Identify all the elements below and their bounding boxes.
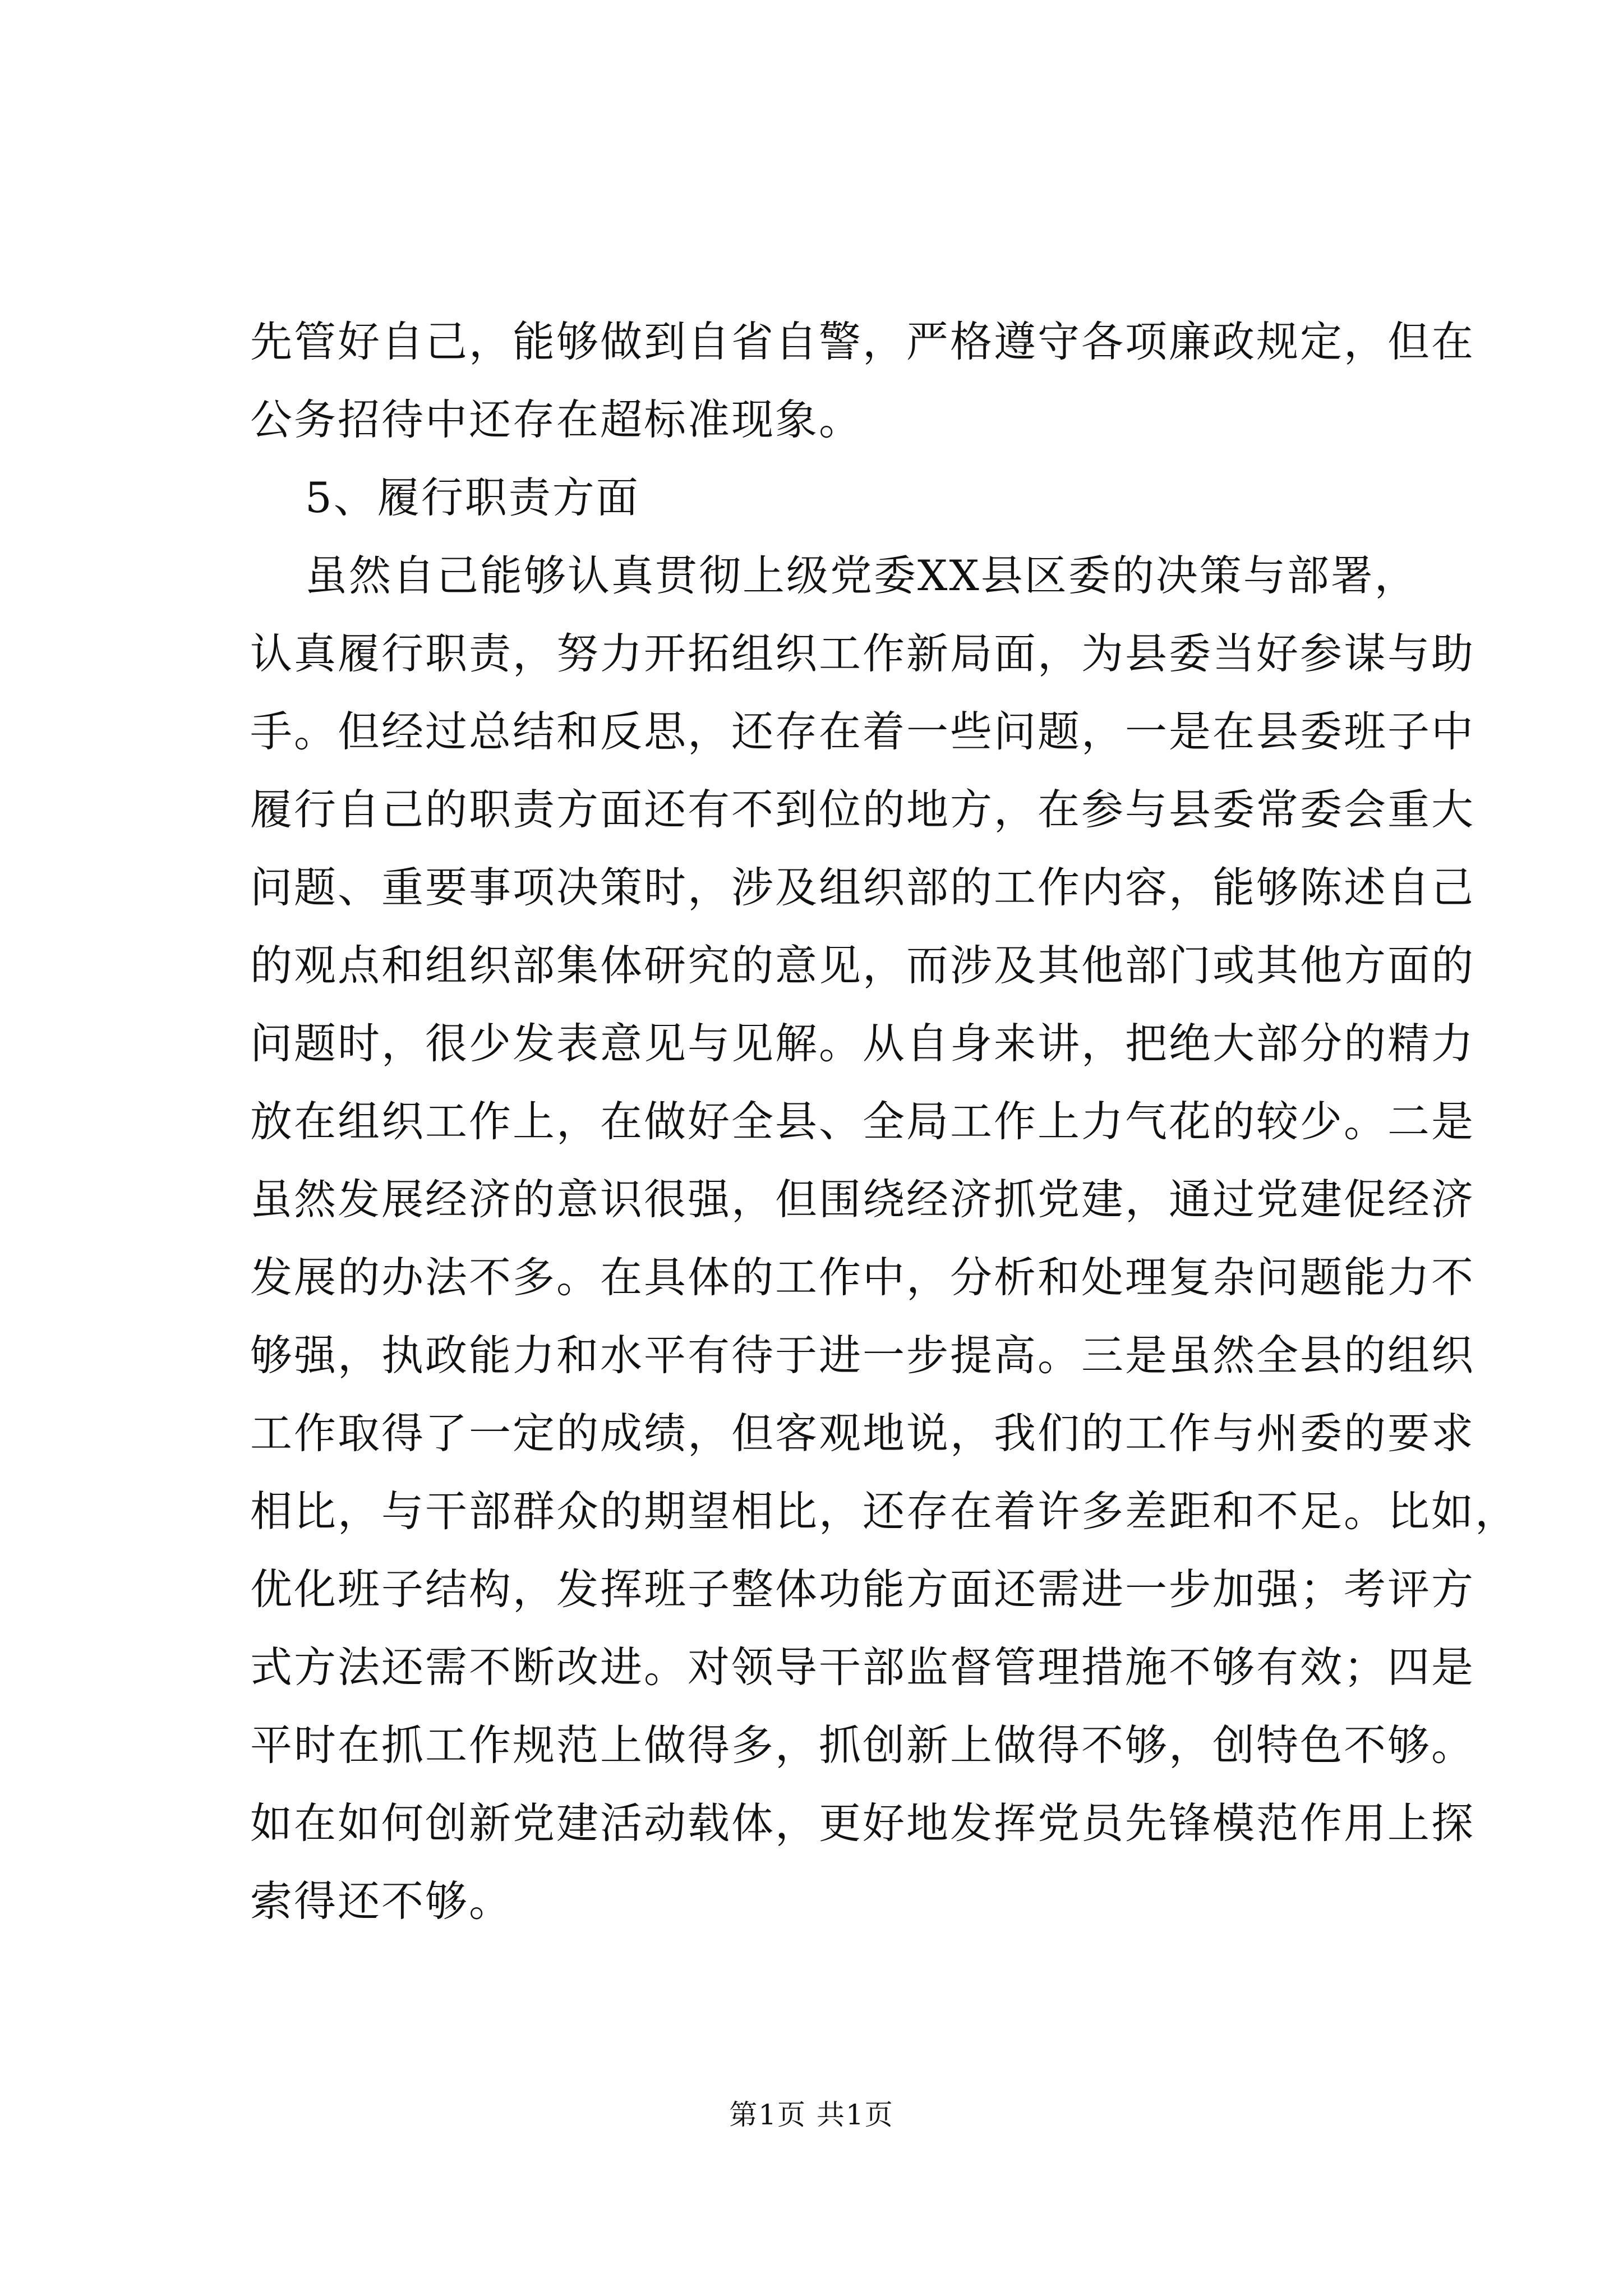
page-footer: 第1页 共1页 bbox=[729, 2099, 894, 2131]
text-line: 问题、重要事项决策时，涉及组织部的工作内容，能够陈述自己 bbox=[250, 863, 1476, 912]
text-line: 平时在抓工作规范上做得多，抓创新上做得不够，创特色不够。 bbox=[250, 1720, 1476, 1770]
text-line: 相比，与干部群众的期望相比，还存在着许多差距和不足。比如， bbox=[250, 1487, 1519, 1536]
text-line: 虽然自己能够认真贯彻上级党委XX县区委的决策与部署， bbox=[305, 551, 1418, 600]
text-line: 发展的办法不多。在具体的工作中，分析和处理复杂问题能力不 bbox=[250, 1253, 1476, 1302]
text-line: 手。但经过总结和反思，还存在着一些问题，一是在县委班子中 bbox=[250, 707, 1476, 756]
text-line: 虽然发展经济的意识很强，但围绕经济抓党建，通过党建促经济 bbox=[250, 1175, 1476, 1224]
section-heading: 5、履行职责方面 bbox=[305, 473, 640, 522]
text-line: 索得还不够。 bbox=[250, 1876, 513, 1926]
text-line: 问题时，很少发表意见与见解。从自身来讲，把绝大部分的精力 bbox=[250, 1019, 1476, 1068]
text-line: 履行自己的职责方面还有不到位的地方，在参与县委常委会重大 bbox=[250, 785, 1476, 834]
text-line: 放在组织工作上，在做好全县、全局工作上力气花的较少。二是 bbox=[250, 1097, 1476, 1146]
text-line: 先管好自己，能够做到自省自警，严格遵守各项廉政规定，但在 bbox=[250, 317, 1476, 366]
text-line: 工作取得了一定的成绩，但客观地说，我们的工作与州委的要求 bbox=[250, 1409, 1476, 1458]
text-line: 式方法还需不断改进。对领导干部监督管理措施不够有效；四是 bbox=[250, 1642, 1476, 1692]
text-line: 的观点和组织部集体研究的意见，而涉及其他部门或其他方面的 bbox=[250, 941, 1476, 990]
text-line: 如在如何创新党建活动载体，更好地发挥党员先锋模范作用上探 bbox=[250, 1798, 1476, 1848]
text-line: 够强，执政能力和水平有待于进一步提高。三是虽然全县的组织 bbox=[250, 1331, 1476, 1380]
text-line: 公务招待中还存在超标准现象。 bbox=[250, 395, 863, 444]
document-body bbox=[250, 303, 1519, 1940]
text-line: 优化班子结构，发挥班子整体功能方面还需进一步加强；考评方 bbox=[250, 1565, 1476, 1614]
text-line: 认真履行职责，努力开拓组织工作新局面，为县委当好参谋与助 bbox=[250, 629, 1476, 678]
